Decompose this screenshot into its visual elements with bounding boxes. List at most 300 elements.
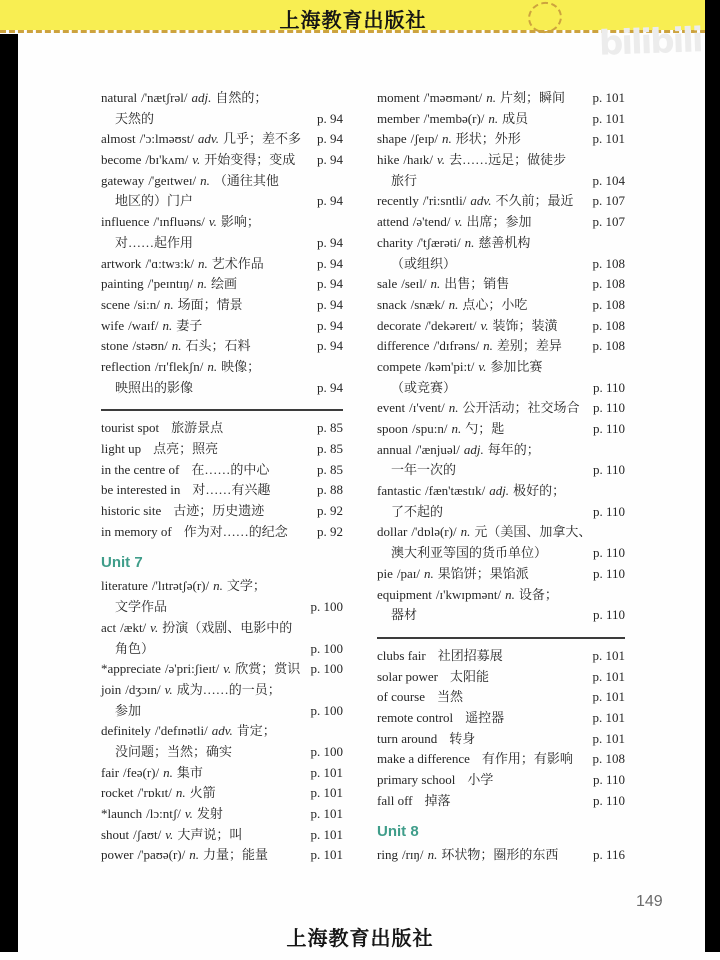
entry-phonetic: /si:n/ xyxy=(133,296,160,312)
entry-page-ref: p. 101 xyxy=(592,131,625,147)
entry-word: be interested in xyxy=(101,482,181,498)
entry-phonetic: /'ɪnfluəns/ xyxy=(153,214,205,230)
vocab-row xyxy=(377,845,625,866)
entry-word: *launch xyxy=(101,806,143,821)
vocab-row xyxy=(101,501,343,522)
vocab-row xyxy=(101,418,343,439)
entry-page-ref: p. 100 xyxy=(310,640,343,656)
entry-word: hike xyxy=(377,152,400,168)
entry-pos: adj. xyxy=(191,90,212,105)
entry-phonetic: /'məʊmənt/ xyxy=(423,90,483,105)
entry-phonetic: /ʃeɪp/ xyxy=(410,131,439,147)
entry-phonetic: /paɪ/ xyxy=(396,565,420,581)
vocab-row xyxy=(101,109,343,130)
vocab-row xyxy=(377,646,625,667)
entry-phonetic: /'ri:sntli/ xyxy=(422,193,467,209)
entry-meaning: 肯定； xyxy=(236,723,276,739)
vocab-row xyxy=(101,783,343,804)
vocab-row xyxy=(101,742,343,763)
vocab-row xyxy=(377,378,625,399)
entry-meaning: 参加比赛 xyxy=(490,358,543,374)
vocab-row xyxy=(377,109,625,130)
entry-phonetic: /feə(r)/ xyxy=(123,764,160,780)
entry-meaning: 场面；情景 xyxy=(177,296,243,312)
entry-meaning: 太阳能 xyxy=(450,668,490,684)
entry-word: primary school xyxy=(377,772,456,787)
left-black-edge xyxy=(0,34,18,952)
entry-meaning: 差别；差异 xyxy=(496,338,562,354)
entry-pos: v. xyxy=(480,317,489,333)
entry-phonetic: /fæn'tæstɪk/ xyxy=(425,483,486,499)
vocab-row xyxy=(101,439,343,460)
entry-page-ref: p. 107 xyxy=(592,193,625,209)
entry-word: light up xyxy=(101,441,142,456)
entry-word: scene xyxy=(101,296,130,312)
entry-meaning: 点心；小吃 xyxy=(462,296,528,312)
entry-word: painting xyxy=(101,276,144,292)
entry-phonetic: /ʃaʊt/ xyxy=(133,826,162,842)
vocab-row xyxy=(377,419,625,440)
entry-phonetic: /'nætʃrəl/ xyxy=(141,90,188,105)
entry-word: gateway xyxy=(101,172,145,188)
vocab-row xyxy=(377,171,625,192)
entry-meaning: 文学； xyxy=(226,578,266,594)
vocab-row xyxy=(377,233,625,254)
entry-word: reflection xyxy=(101,358,151,374)
vocab-row xyxy=(377,543,625,564)
entry-phonetic: /stəʊn/ xyxy=(132,338,168,354)
entry-pos: v. xyxy=(478,358,487,374)
entry-page-ref: p. 94 xyxy=(317,110,343,126)
entry-meaning: 旅游景点 xyxy=(171,420,224,436)
entry-page-ref: p. 85 xyxy=(317,441,343,456)
right-black-edge xyxy=(705,0,720,952)
vocab-row xyxy=(377,212,625,233)
entry-pos: n. xyxy=(171,338,182,354)
entry-phonetic: /dʒɔɪn/ xyxy=(125,681,161,697)
entry-page-ref: p. 94 xyxy=(317,131,343,147)
entry-meaning: 极好的； xyxy=(513,483,566,499)
entry-page-ref: p. 94 xyxy=(317,255,343,271)
vocab-row xyxy=(377,191,625,212)
entry-meaning: 影响； xyxy=(220,214,260,230)
entry-pos: v. xyxy=(150,619,159,635)
entry-word: difference xyxy=(377,338,430,354)
entry-word: stone xyxy=(101,338,129,354)
entry-meaning: 火箭 xyxy=(189,785,216,801)
vocab-row xyxy=(377,88,625,109)
entry-meaning: 小学 xyxy=(467,772,494,787)
entry-word: definitely xyxy=(101,723,151,739)
entry-pos: adj. xyxy=(463,441,484,457)
entry-meaning: 遥控器 xyxy=(465,709,505,725)
entry-page-ref: p. 110 xyxy=(592,772,625,787)
vocab-row xyxy=(101,129,343,150)
entry-pos: v. xyxy=(165,826,174,842)
entry-meaning: 不久前；最近 xyxy=(495,193,574,209)
entry-pos: v. xyxy=(208,214,217,230)
entry-word: influence xyxy=(101,214,150,230)
vocab-row xyxy=(101,639,343,660)
vocab-row xyxy=(101,233,343,254)
entry-page-ref: p. 101 xyxy=(310,847,343,863)
entry-pos: n. xyxy=(505,586,515,602)
vocab-row xyxy=(101,721,343,742)
entry-page-ref: p. 85 xyxy=(317,420,343,436)
entry-page-ref: p. 116 xyxy=(592,847,625,863)
vocab-row xyxy=(377,254,625,275)
vocab-row xyxy=(377,150,625,171)
entry-page-ref: p. 101 xyxy=(592,90,625,105)
entry-meaning: 出售；销售 xyxy=(444,276,510,292)
entry-meaning: 出席；参加 xyxy=(466,214,532,230)
vocab-row xyxy=(101,618,343,639)
entry-meaning: （或组织） xyxy=(391,255,457,271)
entry-word: tourist spot xyxy=(101,420,160,436)
entry-meaning: 设备； xyxy=(518,586,558,602)
entry-pos: n. xyxy=(207,358,218,374)
entry-pos: v. xyxy=(184,806,193,821)
entry-page-ref: p. 101 xyxy=(592,668,625,684)
vocab-row xyxy=(101,88,343,109)
entry-phonetic: /'ɑ:twɜ:k/ xyxy=(145,255,194,271)
entry-word: pie xyxy=(377,565,393,581)
entry-word: annual xyxy=(377,441,412,457)
entry-phonetic: /ɪ'kwɪpmənt/ xyxy=(435,586,502,602)
vocab-row xyxy=(377,357,625,378)
vocab-row xyxy=(377,460,625,481)
entry-meaning: 映照出的影像 xyxy=(115,379,194,395)
entry-phonetic: /'peɪntɪŋ/ xyxy=(147,276,194,292)
vocab-row xyxy=(101,336,343,357)
entry-word: power xyxy=(101,847,134,863)
entry-pos: v. xyxy=(223,661,232,677)
entry-meaning: 古迹；历史遗迹 xyxy=(173,503,265,519)
entry-phonetic: /'dɒlə(r)/ xyxy=(411,524,457,540)
entry-page-ref: p. 108 xyxy=(592,751,625,767)
entry-pos: n. xyxy=(448,400,459,416)
entry-meaning: 一年一次的 xyxy=(391,462,457,478)
entry-phonetic: /'tʃærəti/ xyxy=(417,234,461,250)
entry-meaning: 成为……的一员； xyxy=(176,681,281,697)
entry-meaning: 社团招募展 xyxy=(437,647,503,663)
entry-word: natural xyxy=(101,90,138,105)
entry-word: equipment xyxy=(377,586,432,602)
entry-meaning: 欣赏；赏识 xyxy=(235,661,301,677)
entry-meaning: （通往其他 xyxy=(213,172,279,188)
entry-phonetic: /waɪf/ xyxy=(128,317,159,333)
entry-meaning: 大声说；叫 xyxy=(177,826,243,842)
entry-meaning: 去……远足；做徒步 xyxy=(449,152,567,168)
entry-phonetic: /'lɪtrətʃə(r)/ xyxy=(151,578,210,594)
vocab-row xyxy=(377,770,625,791)
entry-pos: n. xyxy=(197,255,208,271)
entry-meaning: 集市 xyxy=(176,764,203,780)
vocab-column-left xyxy=(101,88,343,866)
entry-word: *appreciate xyxy=(101,661,161,677)
entry-word: historic site xyxy=(101,503,162,519)
entry-pos: n. xyxy=(448,296,459,312)
entry-pos: n. xyxy=(189,847,199,863)
entry-meaning: 石头；石料 xyxy=(185,338,251,354)
entry-meaning: 慈善机构 xyxy=(478,234,531,250)
publisher-footer: 上海教育出版社 xyxy=(286,928,434,950)
vocab-row xyxy=(101,804,343,825)
entry-page-ref: p. 108 xyxy=(592,276,625,292)
entry-page-ref: p. 108 xyxy=(592,296,625,312)
entry-page-ref: p. 101 xyxy=(592,730,625,746)
page-number: 149 xyxy=(636,893,663,910)
entry-word: join xyxy=(101,681,122,697)
entry-phonetic: /'ænjuəl/ xyxy=(415,441,460,457)
entry-meaning: 在……的中心 xyxy=(191,461,270,477)
entry-pos: n. xyxy=(163,764,173,780)
entry-phonetic: /snæk/ xyxy=(410,296,445,312)
entry-page-ref: p. 101 xyxy=(592,689,625,705)
entry-phonetic: /'dɪfrəns/ xyxy=(433,338,480,354)
entry-page-ref: p. 92 xyxy=(317,523,343,539)
entry-page-ref: p. 101 xyxy=(310,764,343,780)
entry-meaning: 绘画 xyxy=(210,276,237,292)
vocab-row xyxy=(377,708,625,729)
entry-page-ref: p. 101 xyxy=(592,110,625,126)
entry-phonetic: /kəm'pi:t/ xyxy=(425,358,475,374)
vocab-row xyxy=(101,295,343,316)
entry-meaning: 作为对……的纪念 xyxy=(183,523,288,539)
entry-phonetic: /'membə(r)/ xyxy=(423,110,485,126)
entry-phonetic: /'paʊə(r)/ xyxy=(137,847,186,863)
entry-phonetic: /'rɒkɪt/ xyxy=(137,785,172,801)
entry-meaning: 对……有兴趣 xyxy=(192,482,271,498)
entry-phonetic: /'defɪnətli/ xyxy=(154,723,208,739)
entry-page-ref: p. 108 xyxy=(592,255,625,271)
entry-pos: n. xyxy=(213,578,223,594)
entry-meaning: 天然的 xyxy=(115,110,155,126)
entry-pos: n. xyxy=(442,131,452,147)
entry-phonetic: /'ɔ:lməʊst/ xyxy=(139,131,194,147)
vocab-row xyxy=(101,378,343,399)
vocab-row xyxy=(101,680,343,701)
vocab-column-right xyxy=(377,88,625,866)
entry-phonetic: /ækt/ xyxy=(120,619,147,635)
entry-meaning: 旅行 xyxy=(391,172,418,188)
entry-pos: n. xyxy=(200,172,210,188)
entry-word: almost xyxy=(101,131,136,147)
entry-page-ref: p. 110 xyxy=(592,421,625,436)
entry-word: snack xyxy=(377,296,407,312)
entry-page-ref: p. 110 xyxy=(592,607,625,623)
unit-header: Unit 7 xyxy=(101,554,143,572)
entry-pos: n. xyxy=(430,276,441,292)
entry-page-ref: p. 100 xyxy=(310,702,343,718)
vocab-row xyxy=(101,460,343,481)
entry-word: member xyxy=(377,110,420,126)
entry-meaning: 勺；匙 xyxy=(465,421,505,436)
entry-meaning: 参加 xyxy=(115,702,142,718)
entry-phonetic: /rɪ'flekʃn/ xyxy=(154,358,204,374)
entry-meaning: 当然 xyxy=(437,689,464,705)
entry-meaning: 开始变得；变成 xyxy=(204,152,296,168)
entry-word: in memory of xyxy=(101,523,172,539)
entry-meaning: 角色） xyxy=(115,640,155,656)
entry-page-ref: p. 85 xyxy=(317,461,343,477)
vocab-row xyxy=(377,481,625,502)
vocab-row xyxy=(377,336,625,357)
vocab-row xyxy=(101,274,343,295)
entry-word: in the centre of xyxy=(101,461,180,477)
entry-word: act xyxy=(101,619,117,635)
entry-pos: v. xyxy=(164,681,173,697)
vocab-row xyxy=(377,398,625,419)
entry-meaning: 掉落 xyxy=(424,792,451,808)
vocab-row xyxy=(377,522,625,543)
entry-page-ref: p. 110 xyxy=(592,462,625,478)
entry-meaning: 点亮；照亮 xyxy=(153,441,219,456)
entry-word: of course xyxy=(377,689,426,705)
vocab-row xyxy=(101,576,343,597)
entry-meaning: 成员 xyxy=(502,110,529,126)
entry-word: charity xyxy=(377,234,414,250)
entry-meaning: 形状；外形 xyxy=(455,131,521,147)
vocab-row xyxy=(377,791,625,812)
vocab-row xyxy=(377,729,625,750)
entry-pos: adj. xyxy=(489,483,510,499)
entry-pos: n. xyxy=(488,110,499,126)
entry-phonetic: /'geɪtweɪ/ xyxy=(148,172,197,188)
entry-page-ref: p. 110 xyxy=(592,565,625,581)
vocab-row xyxy=(101,845,343,866)
entry-phonetic: /ə'tend/ xyxy=(412,214,451,230)
entry-page-ref: p. 94 xyxy=(317,276,343,292)
entry-word: moment xyxy=(377,90,420,105)
entry-page-ref: p. 94 xyxy=(317,379,343,395)
vocab-row xyxy=(101,701,343,722)
entry-word: remote control xyxy=(377,709,454,725)
entry-meaning: 有作用；有影响 xyxy=(481,751,573,767)
entry-word: artwork xyxy=(101,255,142,271)
entry-phonetic: /ɪ'vent/ xyxy=(409,400,445,416)
entry-page-ref: p. 94 xyxy=(317,338,343,354)
entry-word: compete xyxy=(377,358,422,374)
entry-word: shape xyxy=(377,131,407,147)
entry-page-ref: p. 94 xyxy=(317,234,343,250)
entry-word: fall off xyxy=(377,792,413,808)
entry-page-ref: p. 94 xyxy=(317,296,343,312)
entry-pos: n. xyxy=(197,276,207,292)
section-divider xyxy=(101,409,343,411)
entry-meaning: 每年的； xyxy=(487,441,540,457)
entry-meaning: 片刻；瞬间 xyxy=(499,90,565,105)
entry-meaning: 转身 xyxy=(449,730,476,746)
entry-page-ref: p. 101 xyxy=(592,647,625,663)
entry-meaning: 装饰；装潢 xyxy=(492,317,558,333)
entry-pos: v. xyxy=(454,214,463,230)
entry-meaning: 地区的）门户 xyxy=(115,193,194,209)
entry-page-ref: p. 101 xyxy=(310,785,343,801)
vocab-row xyxy=(377,585,625,606)
vocab-row xyxy=(101,763,343,784)
entry-phonetic: /seɪl/ xyxy=(401,276,427,292)
entry-word: sale xyxy=(377,276,398,292)
entry-meaning: 器材 xyxy=(391,607,418,623)
entry-pos: n. xyxy=(162,317,173,333)
entry-word: fair xyxy=(101,764,120,780)
entry-page-ref: p. 100 xyxy=(310,661,343,677)
vocab-row xyxy=(377,749,625,770)
entry-phonetic: /haɪk/ xyxy=(403,152,433,168)
entry-page-ref: p. 110 xyxy=(592,379,625,395)
entry-word: shout xyxy=(101,826,130,842)
entry-meaning: 力量；能量 xyxy=(202,847,268,863)
vocab-row xyxy=(101,357,343,378)
entry-word: recently xyxy=(377,193,419,209)
entry-meaning: 自然的； xyxy=(215,90,268,105)
vocab-row xyxy=(101,522,343,543)
vocab-row xyxy=(377,564,625,585)
entry-pos: adv. xyxy=(197,131,219,147)
vocab-row xyxy=(101,171,343,192)
entry-word: clubs fair xyxy=(377,647,426,663)
entry-word: decorate xyxy=(377,317,422,333)
entry-pos: n. xyxy=(483,338,493,354)
entry-page-ref: p. 108 xyxy=(592,338,625,354)
vocab-row xyxy=(101,191,343,212)
entry-page-ref: p. 94 xyxy=(317,152,343,168)
vocab-row xyxy=(101,212,343,233)
entry-meaning: 了不起的 xyxy=(391,503,444,519)
entry-word: fantastic xyxy=(377,483,422,499)
vocab-row xyxy=(377,502,625,523)
entry-phonetic: /ə'pri:ʃieɪt/ xyxy=(164,661,220,677)
entry-pos: n. xyxy=(486,90,496,105)
entry-meaning: 果馅饼；果馅派 xyxy=(437,565,529,581)
entry-phonetic: /'dekəreɪt/ xyxy=(425,317,477,333)
entry-page-ref: p. 94 xyxy=(317,193,343,209)
vocab-row xyxy=(101,597,343,618)
entry-meaning: （或竞赛） xyxy=(391,379,457,395)
entry-meaning: 发射 xyxy=(196,806,223,821)
entry-word: turn around xyxy=(377,730,438,746)
entry-meaning: 几乎；差不多 xyxy=(222,131,301,147)
entry-meaning: 澳大利亚等国的货币单位） xyxy=(391,545,548,561)
vocab-row xyxy=(101,316,343,337)
entry-meaning: 公开活动；社交场合 xyxy=(462,400,580,416)
entry-page-ref: p. 107 xyxy=(592,214,625,230)
entry-pos: v. xyxy=(437,152,446,168)
entry-page-ref: p. 110 xyxy=(592,545,625,561)
entry-page-ref: p. 110 xyxy=(592,792,625,808)
section-divider xyxy=(377,637,625,639)
entry-phonetic: /bɪ'kʌm/ xyxy=(145,152,189,168)
entry-pos: adv. xyxy=(470,193,492,209)
entry-meaning: 环状物；圈形的东西 xyxy=(441,847,559,863)
vocab-row xyxy=(101,254,343,275)
entry-page-ref: p. 104 xyxy=(592,172,625,188)
entry-pos: n. xyxy=(424,565,434,581)
entry-meaning: 文学作品 xyxy=(115,599,168,615)
entry-phonetic: /spu:n/ xyxy=(412,421,448,436)
entry-word: become xyxy=(101,152,142,168)
entry-word: make a difference xyxy=(377,751,470,767)
entry-word: literature xyxy=(101,578,148,594)
vocab-row xyxy=(377,440,625,461)
entry-meaning: 没问题；当然；确实 xyxy=(115,743,233,759)
vocab-row xyxy=(101,659,343,680)
entry-word: solar power xyxy=(377,668,439,684)
entry-page-ref: p. 94 xyxy=(317,317,343,333)
entry-word: dollar xyxy=(377,524,408,540)
entry-word: event xyxy=(377,400,406,416)
